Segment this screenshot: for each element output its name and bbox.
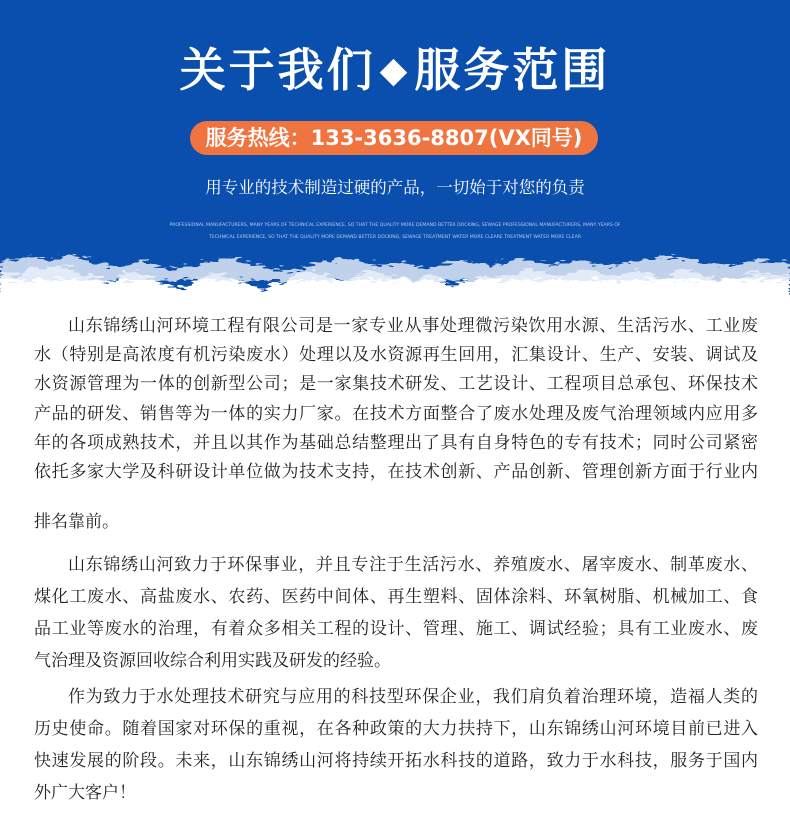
paragraph-line: 历史使命。随着国家对环保的重视，在各种政策的大力扶持下，山东锦绣山河环境目前已进入 xyxy=(34,719,758,739)
title-service-scope: 服务范围 xyxy=(414,43,611,97)
paragraph-line: 作为致力于水处理技术研究与应用的科技型环保企业，我们肩负着治理环境，造福人类的 xyxy=(68,687,758,707)
header-banner xyxy=(0,0,790,300)
hotline-badge xyxy=(190,121,598,155)
paragraph-line: 外广大客户！ xyxy=(34,783,136,803)
paragraph-line: 水资源管理为一体的创新型公司；是一家集技术研发、工艺设计、工程项目总承包、环保技术 xyxy=(34,374,758,395)
paragraph-line: 山东锦绣山河致力于环保事业，并且专注于生活污水、养殖废水、屠宰废水、制革废水、 xyxy=(68,555,758,575)
paragraph-line: 气治理及资源回收综合利用实践及研发的经验。 xyxy=(34,651,391,671)
paragraph-line: 快速发展的阶段。未来，山东锦绣山河将持续开拓水科技的道路，致力于水科技，服务于国内 xyxy=(34,751,758,771)
paragraph-mission xyxy=(34,681,758,809)
paragraph-company-profile xyxy=(34,312,758,487)
title-about-us: 关于我们 xyxy=(179,43,376,97)
paragraph-line: 水（特别是高浓度有机污染废水）处理以及水资源再生回用，汇集设计、生产、安装、调试及 xyxy=(34,345,758,366)
paragraph-line: 产品的研发、销售等为一体的实力厂家。在技术方面整合了废水处理及废气治理领域内应用多 xyxy=(34,403,758,424)
paragraph-line: 依托多家大学及科研设计单位做为技术支持，在技术创新、产品创新、管理创新方面于行业内 xyxy=(34,462,758,483)
fine-print-line-2: TECHNICAL EXPERIENCE, SO THAT THE QUALITY MORE DEMAND BETTER DOCKING, SEWAGE TREATMENT WATER MORE CLEARE TREATMENT WATER MORE CLEAR xyxy=(209,235,581,240)
diamond-separator-icon: ◆ xyxy=(379,50,411,91)
hotline-text: 服务热线：133-3636-8807(VX同号) xyxy=(205,126,583,150)
paragraph-line: 山东锦绣山河环境工程有限公司是一家专业从事处理微污染饮用水源、生活污水、工业废 xyxy=(68,316,758,336)
paragraph-line: 煤化工废水、高盐废水、农药、医药中间体、再生塑料、固体涂料、环氧树脂、机械加工、食 xyxy=(34,587,758,607)
banner-title xyxy=(0,38,790,103)
paragraph-line: 年的各项成熟技术，并且以其作为基础总结整理出了具有自身特色的专有技术；同时公司紧密 xyxy=(34,432,758,453)
paragraph-line: 排名靠前。 xyxy=(34,512,119,532)
paragraph-line: 品工业等废水的治理，有着众多相关工程的设计、管理、施工、调试经验；具有工业废水、废 xyxy=(34,619,758,639)
brush-stroke-edge-decoration xyxy=(0,250,790,300)
slogan: 用专业的技术制造过硬的产品，一切始于对您的负责 xyxy=(205,178,585,197)
paragraph-business-focus xyxy=(34,549,758,677)
fine-print-line-1: PROFESSIONAL MANUFACTURERS, MANY YEARS OF TECHNICAL EXPERIENCE, SO THAT THE QUALITY MORE DEMAND BETTER DOCKING, SEWAGE PROFESSIONAL MANUFACTURERS, MANY YEARS OF xyxy=(169,223,621,228)
